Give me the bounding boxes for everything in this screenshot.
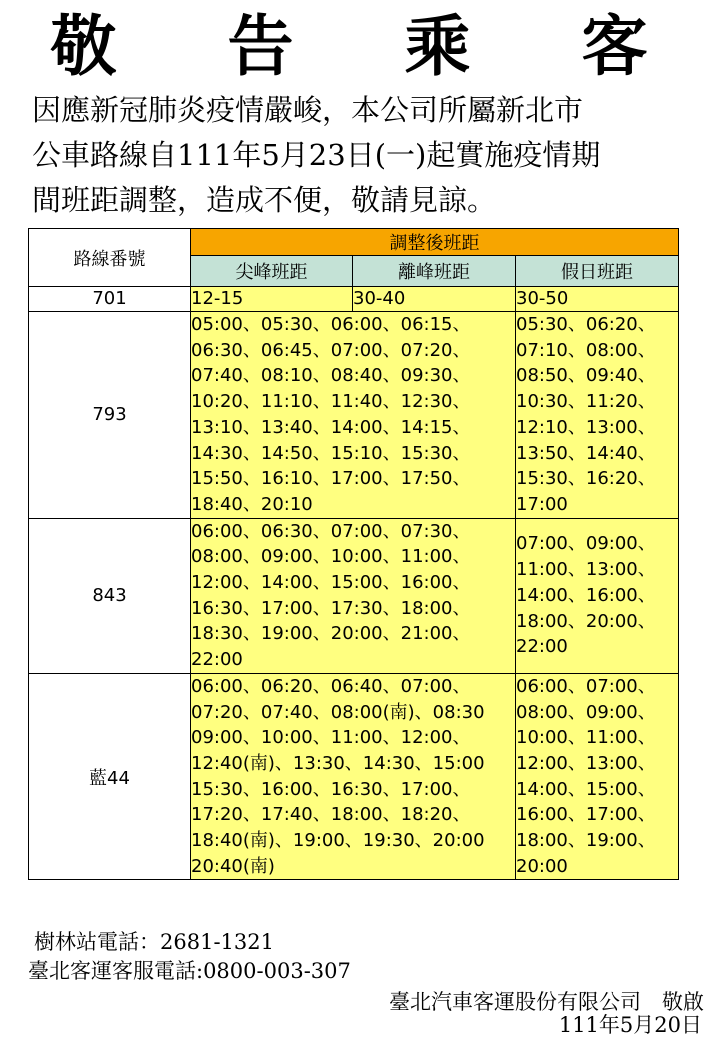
col-header-offpeak: 離峰班距 — [353, 256, 516, 287]
time-line: 07:20、07:40、08:00(南)、08:30 — [191, 701, 485, 723]
route-header: 路線番號 — [29, 229, 191, 287]
time-line: 08:00、09:00、 — [516, 701, 656, 723]
time-line: 18:40、20:10 — [191, 493, 313, 515]
holiday-times — [516, 312, 679, 519]
time-line: 17:20、17:40、18:00、18:20、 — [191, 804, 471, 826]
table-row — [29, 287, 679, 312]
group-header: 調整後班距 — [191, 229, 679, 256]
time-line: 15:50、16:10、17:00、17:50、 — [191, 468, 471, 490]
peak-interval: 12-15 — [191, 287, 353, 312]
time-line: 12:10、13:00、 — [516, 416, 656, 438]
time-line: 11:00、13:00、 — [516, 559, 656, 581]
time-line: 14:30、14:50、15:10、15:30、 — [191, 442, 471, 464]
weekday-times — [191, 518, 516, 673]
time-line: 06:00、06:30、07:00、07:30、 — [191, 520, 471, 542]
station-phone: 樹林站電話：2681-1321 — [34, 930, 274, 954]
time-line: 22:00 — [516, 636, 568, 658]
table-header-row — [29, 229, 679, 256]
time-line: 08:00、09:00、10:00、11:00、 — [191, 546, 471, 568]
route-number: 701 — [29, 287, 191, 312]
time-line: 06:00、06:20、06:40、07:00、 — [191, 675, 471, 697]
time-line: 10:30、11:20、 — [516, 391, 656, 413]
time-line: 16:30、17:00、17:30、18:00、 — [191, 597, 471, 619]
intro-paragraph — [32, 88, 712, 223]
time-line: 16:00、17:00、 — [516, 804, 656, 826]
time-line: 14:00、16:00、 — [516, 584, 656, 606]
time-line: 12:00、14:00、15:00、16:00、 — [191, 572, 471, 594]
time-line: 20:00 — [516, 855, 568, 877]
intro-line: 因應新冠肺炎疫情嚴峻，本公司所屬新北市 — [32, 93, 584, 127]
time-line: 10:20、11:10、11:40、12:30、 — [191, 391, 471, 413]
notice-date: 111年5月20日 — [558, 1013, 702, 1037]
intro-line: 公車路線自111年5月23日(一)起實施疫情期 — [32, 138, 601, 172]
service-phone: 臺北客運客服電話:0800-003-307 — [28, 959, 351, 983]
time-line: 09:00、10:00、11:00、12:00、 — [191, 727, 471, 749]
time-line: 18:40(南)、19:00、19:30、20:00 — [191, 830, 485, 852]
time-line: 12:40(南)、13:30、14:30、15:00 — [191, 752, 485, 774]
col-header-holiday: 假日班距 — [516, 256, 679, 287]
time-line: 14:00、15:00、 — [516, 778, 656, 800]
time-line: 18:00、20:00、 — [516, 610, 656, 632]
route-number: 843 — [29, 518, 191, 673]
holiday-times — [516, 673, 679, 880]
table-row — [29, 518, 679, 673]
route-number: 藍44 — [29, 673, 191, 880]
time-line: 07:10、08:00、 — [516, 339, 656, 361]
col-header-peak: 尖峰班距 — [191, 256, 353, 287]
time-line: 07:40、08:10、08:40、09:30、 — [191, 365, 471, 387]
weekday-times — [191, 312, 516, 519]
weekday-times — [191, 673, 516, 880]
time-line: 08:50、09:40、 — [516, 365, 656, 387]
time-line: 06:00、07:00、 — [516, 675, 656, 697]
notice-title: 敬 告 乘 客 — [50, 7, 692, 85]
time-line: 06:30、06:45、07:00、07:20、 — [191, 339, 471, 361]
time-line: 18:30、19:00、20:00、21:00、 — [191, 623, 471, 645]
intro-line: 間班距調整，造成不便，敬請見諒。 — [32, 183, 497, 217]
holiday-interval: 30-50 — [516, 287, 679, 312]
table-row — [29, 673, 679, 880]
offpeak-interval: 30-40 — [353, 287, 516, 312]
table-row — [29, 312, 679, 519]
time-line: 10:00、11:00、 — [516, 727, 656, 749]
time-line: 22:00 — [191, 649, 243, 671]
time-line: 13:50、14:40、 — [516, 442, 656, 464]
time-line: 07:00、09:00、 — [516, 533, 656, 555]
holiday-times — [516, 518, 679, 673]
time-line: 05:00、05:30、06:00、06:15、 — [191, 314, 471, 335]
company-signature: 臺北汽車客運股份有限公司 敬啟 — [389, 990, 704, 1014]
time-line: 05:30、06:20、 — [516, 314, 656, 335]
time-line: 12:00、13:00、 — [516, 752, 656, 774]
time-line: 13:10、13:40、14:00、14:15、 — [191, 416, 471, 438]
time-line: 17:00 — [516, 493, 568, 515]
time-line: 15:30、16:20、 — [516, 468, 656, 490]
time-line: 15:30、16:00、16:30、17:00、 — [191, 778, 471, 800]
time-line: 18:00、19:00、 — [516, 830, 656, 852]
route-number: 793 — [29, 312, 191, 519]
schedule-table — [28, 228, 679, 880]
time-line: 20:40(南) — [191, 855, 275, 877]
